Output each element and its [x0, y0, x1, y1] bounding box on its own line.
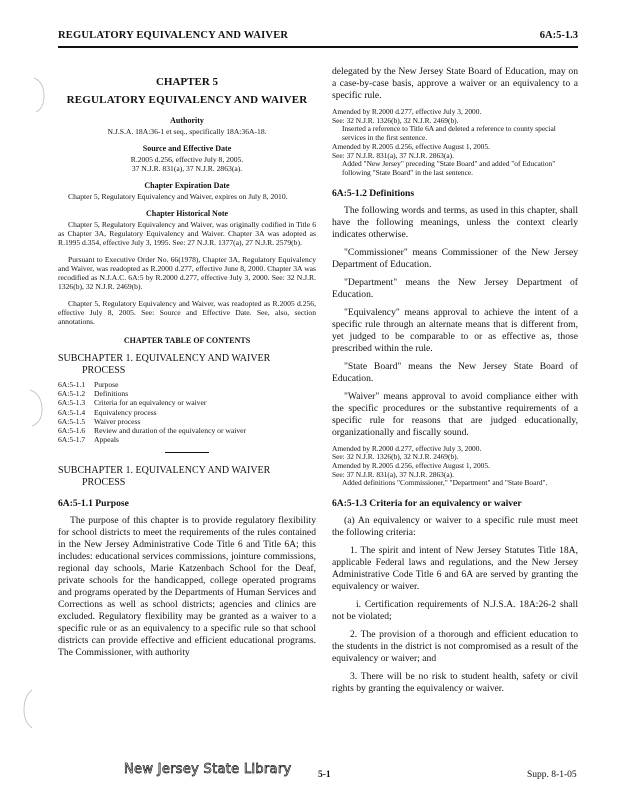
definition-item: "Waiver" means approval to avoid compliance either with the specific procedures or the substantive requirements of a specific rule for reasons that are judged educationally, organizationally and fiscally sound. — [332, 390, 578, 438]
criteria-a: (a) An equivalency or waiver to a specific rule must meet the following criteria: — [332, 515, 578, 539]
toc-entry[interactable]: 6A:5-1.2 Definitions — [58, 389, 129, 399]
authority-text: N.J.S.A. 18A:36-1 et seq., specifically 18A:36A-18. — [107, 127, 267, 136]
header-title: REGULATORY EQUIVALENCY AND WAIVER — [58, 30, 289, 41]
criteria-1i: i. Certification requirements of N.J.S.A. 18A:26-2 shall not be violated; — [332, 599, 578, 623]
authority-heading: Authority — [170, 116, 204, 125]
purpose-history — [332, 108, 578, 178]
header-section: 6A:5-1.3 — [539, 30, 578, 41]
history-line: See: 37 N.J.R. 831(a), 37 N.J.R. 2863(a). — [332, 469, 454, 479]
purpose-continued: delegated by the New Jersey State Board of Education, may on a case-by-case basis, approve a waiver or an equivalency to a specific rule. — [332, 66, 578, 101]
history-line: Added definitions "Commissioner," "Department" and "State Board". — [342, 478, 548, 488]
chapter-title: REGULATORY EQUIVALENCY AND WAIVER — [66, 94, 308, 106]
expiration-text: Chapter 5, Regulatory Equivalency and Waiver, expires on July 8, 2010. — [68, 192, 288, 201]
criteria-2: 2. The provision of a thorough and efficient education to the students in the district is not compromised as a result of the equivalency or waiver; and — [332, 629, 578, 665]
toc-entry[interactable]: 6A:5-1.3 Criteria for an equivalency or waiver — [58, 398, 207, 408]
subchapter-line: SUBCHAPTER 1. EQUIVALENCY AND WAIVER — [58, 465, 271, 477]
criteria-heading: 6A:5-1.3 Criteria for an equivalency or waiver — [332, 498, 522, 510]
left-column — [58, 60, 316, 665]
source-heading: Source and Effective Date — [142, 144, 232, 153]
history-paragraph: Chapter 5, Regulatory Equivalency and Waiver, was readopted as R.2005 d.256, effective July 8, 2005. See: Source and Effective Date. See, also, section annotations. — [58, 299, 316, 326]
history-heading: Chapter Historical Note — [145, 209, 229, 218]
toc-entry[interactable]: 6A:5-1.6 Review and duration of the equivalency or waiver — [58, 426, 247, 436]
supplement-date: Supp. 8-1-05 — [527, 770, 577, 780]
history-line: Amended by R.2005 d.256, effective August 1, 2005. — [332, 461, 490, 471]
history-line: Amended by R.2000 d.277, effective July 3, 2000. — [332, 443, 482, 453]
history-note — [58, 220, 316, 326]
history-line: See: 32 N.J.R. 1326(b), 32 N.J.R. 2469(b). — [332, 115, 459, 125]
toc-heading: CHAPTER TABLE OF CONTENTS — [123, 336, 251, 345]
source-line: 37 N.J.R. 831(a), 37 N.J.R. 2863(a). — [131, 164, 243, 173]
purpose-text: The purpose of this chapter is to provide regulatory flexibility for school districts to meet the requirements of the rules contained in the New Jersey Administrative Code Title 6 and Title 6A; this includes: educational services commissions, jointure commissions, regional day schools, Marie Katzenbach School for the Deaf, private schools for the handicapped, college operated programs and programs operated by the Departments of Human Services and Corrections as well as school districts; agencies and clinics are excluded. Regulatory flexibility may be granted as a waiver to a specific rule or as an equivalency to a specific rule so that school districts can provide effective and efficient educational programs. The Commissioner, with authority — [58, 515, 316, 659]
toc-entry[interactable]: 6A:5-1.1 Purpose — [58, 380, 119, 389]
history-line: See: 37 N.J.R. 831(a), 37 N.J.R. 2863(a). — [332, 150, 454, 160]
source-line: R.2005 d.256, effective July 8, 2005. — [130, 155, 244, 164]
subchapter-heading — [58, 465, 316, 488]
section-divider — [165, 452, 209, 453]
toc-list — [58, 380, 316, 444]
definition-item: "Equivalency" means approval to achieve the intent of a specific rule through an alternate means that is different from, yet judged to be comparable to or as effective as, those prescribed within the rule. — [332, 306, 578, 354]
library-stamp: New Jersey State Library — [124, 762, 292, 777]
history-line: Inserted a reference to Title 6A and deleted a reference to county special services in the first sentence. — [342, 124, 556, 143]
toc-entry[interactable]: 6A:5-1.5 Waiver process — [58, 416, 141, 426]
source-text — [58, 155, 316, 173]
history-line: See: 32 N.J.R. 1326(b), 32 N.J.R. 2469(b). — [332, 452, 459, 462]
history-line: Added "New Jersey" preceding "State Board" and added "of Education" following "State Board" in the last sentence. — [342, 159, 556, 177]
history-line: Amended by R.2000 d.277, effective July 3, 2000. — [332, 107, 482, 116]
definition-item: "Department" means the New Jersey Department of Education. — [332, 276, 578, 300]
definitions-intro: The following words and terms, as used in this chapter, shall have the following meanings, unless the context clearly indicates otherwise. — [332, 204, 578, 240]
subchapter-line: PROCESS — [82, 364, 126, 376]
definition-item: "State Board" means the New Jersey State Board of Education. — [332, 360, 578, 384]
history-paragraph: Pursuant to Executive Order No. 66(1978), Chapter 3A, Regulatory Equivalency and Waiver, was readopted as R.2000 d.277, effective June 8, 2000. Chapter 3A was recodified as N.J.A.C. 6A:5 by R.2000 d.277, effective July 3, 2000. See: 32 N.J.R. 1326(b), 32 N.J.R. 2469(b). — [58, 255, 316, 291]
subchapter-line: SUBCHAPTER 1. EQUIVALENCY AND WAIVER — [58, 353, 271, 364]
criteria-1: 1. The spirit and intent of New Jersey Statutes Title 18A, applicable Federal laws and regulations, and the New Jersey Administrative Code Title 6 and 6A are served by granting the equivalency or waiver. — [332, 545, 578, 593]
right-column — [332, 66, 578, 701]
toc-entry[interactable]: 6A:5-1.7 Appeals — [58, 435, 119, 445]
toc-entry[interactable]: 6A:5-1.4 Equivalency process — [58, 407, 157, 417]
definitions-heading: 6A:5-1.2 Definitions — [332, 187, 415, 199]
history-paragraph: Chapter 5, Regulatory Equivalency and Waiver, was originally codified in Title 6 as Chapter 3A, Regulatory Equivalency and Waiver. Chapter 3A was adopted as R.1995 d.354, effective July 3, 1995. See: 27 N.J.R. 1377(a), 27 N.J.R. 2579(b). — [58, 220, 316, 247]
definitions-history — [332, 445, 578, 489]
subchapter-line: PROCESS — [82, 476, 126, 488]
definition-item: "Commissioner" means Commissioner of the New Jersey Department of Education. — [332, 246, 578, 270]
chapter-number: CHAPTER 5 — [155, 76, 219, 88]
purpose-heading: 6A:5-1.1 Purpose — [58, 498, 129, 510]
criteria-3: 3. There will be no risk to student health, safety or civil rights by granting the equivalency or waiver. — [332, 671, 578, 695]
toc-subchapter — [58, 353, 316, 376]
page-number: 5-1 — [318, 770, 331, 780]
expiration-heading: Chapter Expiration Date — [144, 181, 230, 190]
history-line: Amended by R.2005 d.256, effective August 1, 2005. — [332, 141, 490, 151]
